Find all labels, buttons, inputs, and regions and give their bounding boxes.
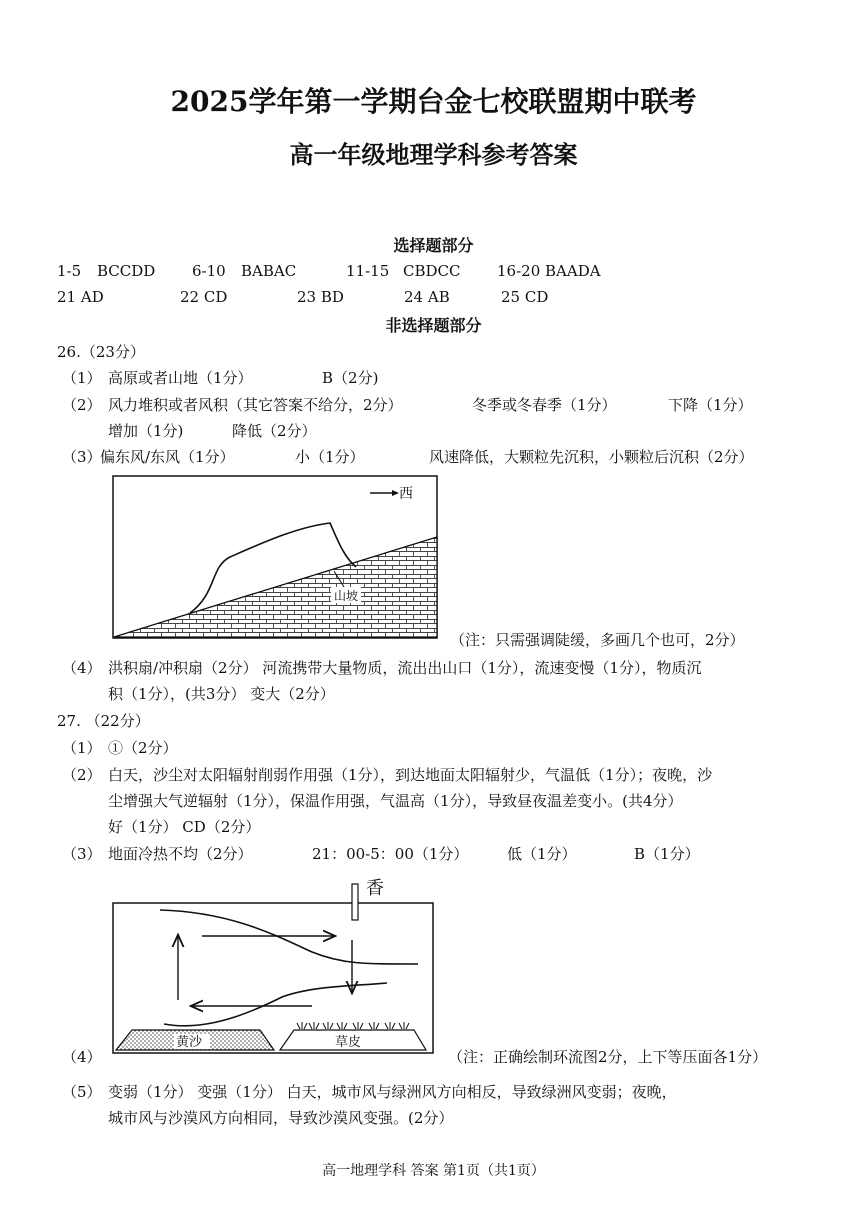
answer-value: BAADA xyxy=(545,262,601,280)
answer-range: 6-10 xyxy=(192,262,226,280)
q26-p3-b: 小（1分） xyxy=(295,448,365,466)
incense-label: 香 xyxy=(366,878,384,899)
q26-p4-num: （4） xyxy=(62,659,102,677)
q27-header: 27. （22分） xyxy=(57,712,150,730)
answer-value: BABAC xyxy=(241,262,297,280)
slope-label: 山坡 xyxy=(334,589,359,603)
answer-item: 23 BD xyxy=(297,288,344,306)
q27-p1-a: ①（2分） xyxy=(108,739,178,757)
sand-label: 黄沙 xyxy=(176,1035,203,1050)
page-title: 2025学年第一学期台金七校联盟期中联考 xyxy=(170,85,697,118)
q26-p1-num: （1） xyxy=(62,369,102,387)
q26-fig-note: （注：只需强调陡缓，多画几个也可，2分） xyxy=(450,631,745,649)
answer-item: 24 AB xyxy=(404,288,450,306)
q27-p3-c: 低（1分） xyxy=(507,845,577,863)
q26-p3-num: （3） xyxy=(62,448,102,466)
q27-p2-line2: 尘增强大气逆辐射（1分），保温作用强，气温高（1分），导致昼夜温差变小。(共4分） xyxy=(108,792,683,810)
q27-p5-line1: 变弱（1分） 变强（1分） 白天，城市风与绿洲风方向相反，导致绿洲风变弱；夜晚， xyxy=(108,1083,677,1101)
answer-value: BCCDD xyxy=(97,262,156,280)
q26-p4-line2: 积（1分），(共3分） 变大（2分） xyxy=(108,685,335,703)
q26-header: 26.（23分） xyxy=(57,343,145,361)
dune-slope-diagram xyxy=(112,475,439,640)
q27-p3-d: B（1分） xyxy=(634,845,700,863)
q26-p1-a: 高原或者山地（1分） xyxy=(108,369,253,387)
answer-range: 1-5 xyxy=(57,262,82,280)
q27-p5-line2: 城市风与沙漠风方向相同，导致沙漠风变强。(2分） xyxy=(108,1109,454,1127)
q27-p2-line3: 好（1分） CD（2分） xyxy=(108,818,261,836)
q26-p4-line1: 洪积扇/冲积扇（2分） 河流携带大量物质，流出出山口（1分），流速变慢（1分），物质沉 xyxy=(108,659,702,677)
q26-p2-a: 风力堆积或者风积（其它答案不给分，2分） xyxy=(108,396,403,414)
q26-p1-b: B（2分) xyxy=(322,369,379,387)
q27-p5-num: （5） xyxy=(62,1083,102,1101)
q26-p3-a: 偏东风/东风（1分） xyxy=(100,448,235,466)
answer-range: 16-20 xyxy=(497,262,541,280)
q26-p3-c: 风速降低，大颗粒先沉积，小颗粒后沉积（2分） xyxy=(429,448,754,466)
choice-heading: 选择题部分 xyxy=(393,236,474,255)
q27-p3-num: （3） xyxy=(62,845,102,863)
q26-p2-num: （2） xyxy=(62,396,102,414)
q27-p3-b: 21：00-5：00（1分） xyxy=(312,845,469,863)
answer-item: 21 AD xyxy=(57,288,104,306)
q27-p2-num: （2） xyxy=(62,766,102,784)
q26-p2-c: 下降（1分） xyxy=(668,396,753,414)
answer-item: 25 CD xyxy=(501,288,549,306)
incense-stick xyxy=(352,884,358,920)
q27-p3-a: 地面冷热不均（2分） xyxy=(108,845,253,863)
q27-fig-note: （注：正确绘制环流图2分，上下等压面各1分） xyxy=(448,1048,768,1066)
q26-p2-b: 冬季或冬春季（1分） xyxy=(472,396,617,414)
q26-p2-e: 降低（2分） xyxy=(232,422,317,440)
page-footer: 高一地理学科 答案 第1页（共1页） xyxy=(322,1163,545,1179)
q27-p4-num: （4） xyxy=(62,1048,102,1066)
answer-value: CBDCC xyxy=(403,262,461,280)
page-subtitle: 高一年级地理学科参考答案 xyxy=(289,140,578,169)
answer-range: 11-15 xyxy=(346,262,390,280)
q27-p2-line1: 白天，沙尘对太阳辐射削弱作用强（1分），到达地面太阳辐射少，气温低（1分）；夜晚，沙 xyxy=(108,766,713,784)
q27-p1-num: （1） xyxy=(62,739,102,757)
grass-label: 草皮 xyxy=(335,1035,362,1050)
q26-p2-d: 增加（1分) xyxy=(108,422,184,440)
nonchoice-heading: 非选择题部分 xyxy=(385,316,482,335)
answer-item: 22 CD xyxy=(180,288,228,306)
west-label: 西 xyxy=(399,486,413,502)
circulation-diagram xyxy=(112,872,437,1057)
